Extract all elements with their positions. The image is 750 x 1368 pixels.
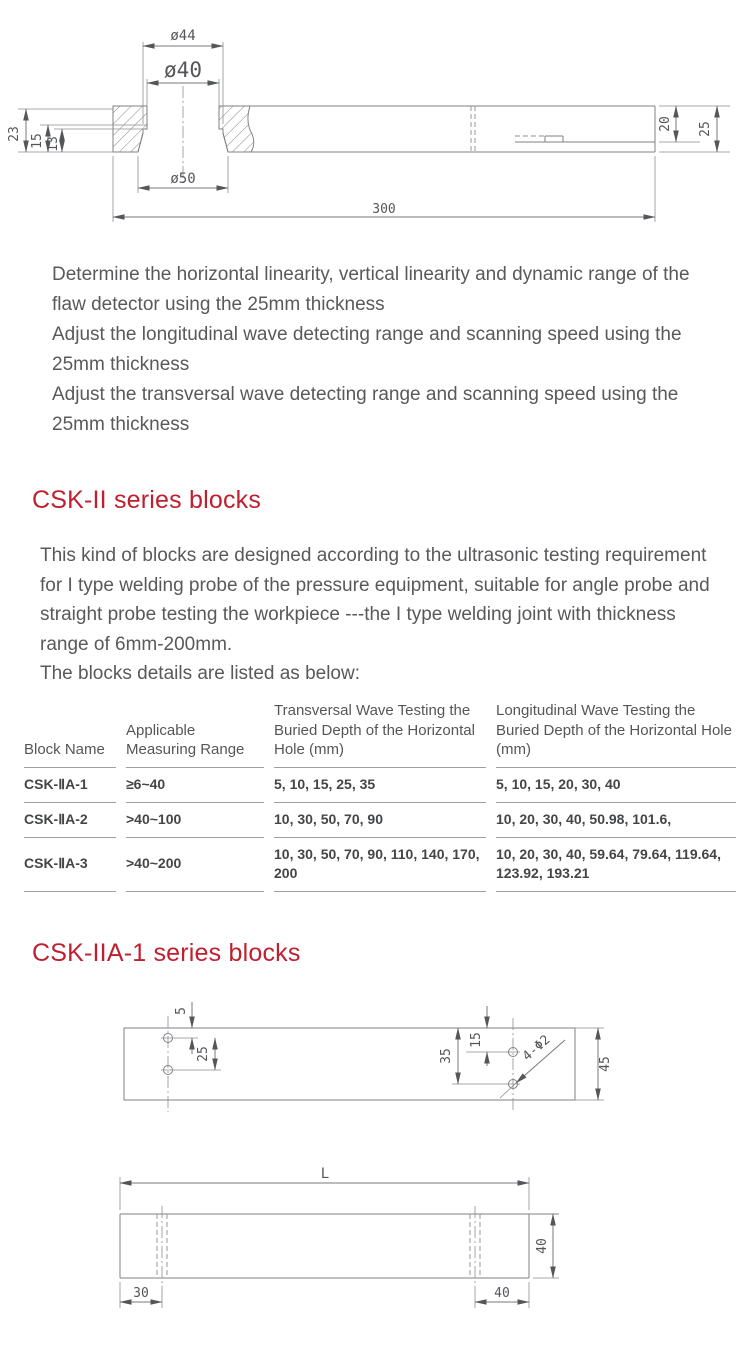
table-cell-longitudinal: 10, 20, 30, 40, 59.64, 79.64, 119.64, 123.92, 193.21 [496,838,736,892]
csk2-description [40,541,712,689]
hatch-right-wall [219,106,254,152]
dim-label-30: 30 [133,1286,149,1301]
intro-line-1: Determine the horizontal linearity, vertical linearity and dynamic range of the flaw detector using the 25mm thickness [52,264,690,315]
table-cell-range: >40~100 [126,803,264,838]
table-cell-name: CSK-ⅡA-1 [24,768,116,803]
blocks-spec-table [14,699,746,892]
dim-label-15-offset: 15 [469,1032,484,1048]
technical-drawing-block-cross-section [0,22,750,237]
table-cell-longitudinal: 5, 10, 15, 20, 30, 40 [496,768,736,803]
dimensions [7,28,730,222]
dim-label-35: 35 [439,1048,454,1064]
dim-label-length-300: 300 [372,202,396,217]
dim-label-25-spacing: 25 [196,1046,211,1062]
dim-label-40-height: 40 [535,1238,550,1254]
table-header-block-name: Block Name [24,699,116,768]
table-row-csk2a1 [24,768,736,803]
dim-label-hole-callout: 4-Φ2 [519,1032,554,1065]
intro-line-3: Adjust the transversal wave detecting range and scanning speed using the 25mm thickness [52,384,679,435]
table-cell-range: ≥6~40 [126,768,264,803]
table-cell-name: CSK-ⅡA-2 [24,803,116,838]
table-cell-transversal: 10, 30, 50, 70, 90 [274,803,486,838]
side-dimensions [120,1166,559,1308]
technical-drawing-plan-view [0,998,750,1123]
intro-paragraphs [52,260,714,440]
table-row-csk2a3 [24,838,736,892]
dim-label-dia44: ø44 [170,28,196,44]
table-cell-range: >40~200 [126,838,264,892]
plan-dimensions [174,1002,613,1100]
dim-label-13: 13 [46,136,61,152]
dim-label-25: 25 [698,121,713,137]
plan-outline [124,1016,575,1112]
csk2-description-lead-in: The blocks details are listed as below: [40,663,360,684]
section-heading-csk2a1: CSK-IIA-1 series blocks [32,939,301,967]
dim-label-15: 15 [30,133,45,149]
table-header-row [24,699,736,768]
side-outline [120,1206,559,1286]
csk2-description-text: This kind of blocks are designed according to the ultrasonic testing requirement for I type welding probe of the pressure equipment, suitable for angle probe and straight probe testing the workpiece ---the I type welding joint with thickness range of 6mm-200mm. [40,545,710,655]
dim-label-dia50: ø50 [170,171,196,187]
section-heading-csk2: CSK-II series blocks [32,486,262,514]
dim-label-5: 5 [174,1007,189,1015]
table-cell-longitudinal: 10, 20, 30, 40, 50.98, 101.6, [496,803,736,838]
block-outline [113,86,655,184]
table-cell-transversal: 5, 10, 15, 25, 35 [274,768,486,803]
dim-label-length-L: L [320,1166,330,1182]
table-header-transversal: Transversal Wave Testing the Buried Depth of the Horizontal Hole (mm) [274,699,486,768]
dim-label-45: 45 [598,1056,613,1072]
table-cell-name: CSK-ⅡA-3 [24,838,116,892]
dim-label-dia40: ø40 [164,58,202,82]
table-header-longitudinal: Longitudinal Wave Testing the Buried Depth of the Horizontal Hole (mm) [496,699,736,768]
table-row-csk2a2 [24,803,736,838]
dim-label-40-bottom: 40 [494,1286,510,1301]
table-header-measuring-range: Applicable Measuring Range [126,699,264,768]
intro-line-2: Adjust the longitudinal wave detecting range and scanning speed using the 25mm thickness [52,324,682,375]
dim-label-20: 20 [658,116,673,132]
table-cell-transversal: 10, 30, 50, 70, 90, 110, 140, 170, 200 [274,838,486,892]
technical-drawing-side-view [0,1150,750,1315]
dim-label-23: 23 [7,126,22,142]
